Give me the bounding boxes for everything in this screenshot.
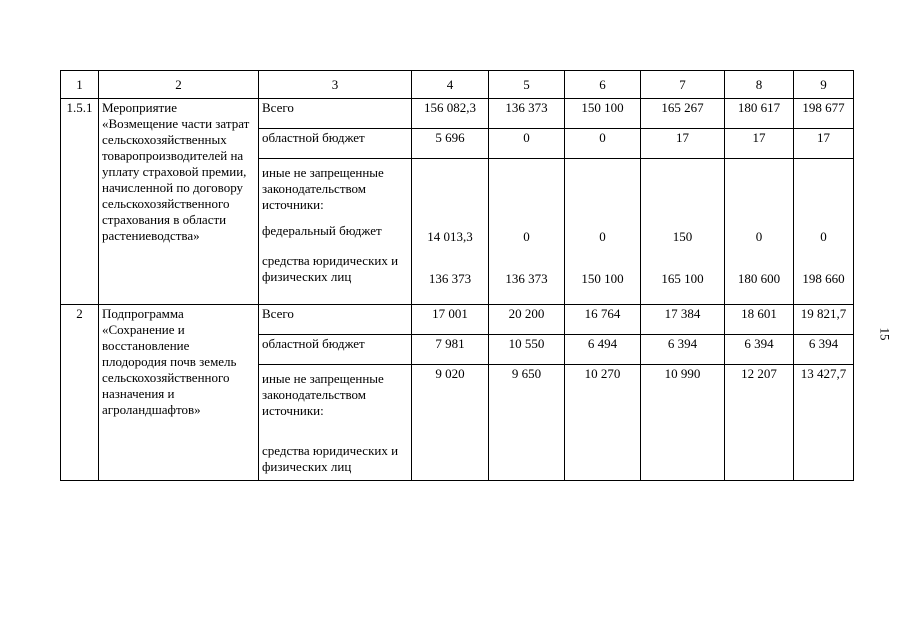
value-cell: 10 270 [565,365,641,481]
value-cell: 6 394 [641,335,725,365]
row-label: Всего [259,305,412,335]
header-cell: 9 [794,71,854,99]
value-cell [641,159,725,305]
value-cell [565,159,641,305]
table-header-row [61,71,854,99]
table-row [61,99,854,129]
header-cell: 4 [412,71,489,99]
row-label-group [259,159,412,305]
header-cell: 6 [565,71,641,99]
header-cell: 7 [641,71,725,99]
value-cell: 0 [755,229,763,244]
value-cell: 9 020 [412,365,489,481]
header-cell: 2 [99,71,259,99]
row-label: Всего [259,99,412,129]
value-cell: 13 427,7 [794,365,854,481]
value-cell: 18 601 [725,305,794,335]
value-cell: 180 600 [737,271,781,286]
table-row [61,305,854,335]
value-cell: 6 394 [794,335,854,365]
page-number: 15 [877,327,893,341]
value-cell: 17 [641,129,725,159]
value-cell: 9 650 [489,365,565,481]
header-cell: 5 [489,71,565,99]
value-cell: 165 100 [661,271,704,286]
value-cell: 17 384 [641,305,725,335]
value-cell [725,159,794,305]
row-index: 1.5.1 [61,99,99,305]
value-cell: 198 660 [802,271,845,286]
value-cell: 14 013,3 [427,229,473,244]
value-cell: 136 373 [505,271,548,286]
value-cell: 17 [725,129,794,159]
row-label: областной бюджет [259,129,412,159]
budget-table [60,70,854,481]
value-cell: 17 [794,129,854,159]
value-cell: 180 617 [725,99,794,129]
header-cell: 3 [259,71,412,99]
row-label: иные не запрещенные законодательством источники: [262,371,384,418]
value-cell: 17 001 [412,305,489,335]
value-cell: 10 550 [489,335,565,365]
value-cell: 156 082,3 [412,99,489,129]
value-cell [412,159,489,305]
value-cell: 12 207 [725,365,794,481]
value-cell: 165 267 [641,99,725,129]
value-cell: 16 764 [565,305,641,335]
row-label: иные не запрещенные законодательством источники: [262,165,384,212]
value-cell: 19 821,7 [794,305,854,335]
value-cell: 0 [489,129,565,159]
value-cell: 7 981 [412,335,489,365]
header-cell: 8 [725,71,794,99]
value-cell: 10 990 [641,365,725,481]
value-cell: 20 200 [489,305,565,335]
value-cell [489,159,565,305]
header-cell: 1 [61,71,99,99]
row-label: федеральный бюджет [262,223,382,238]
row-index: 2 [61,305,99,481]
value-cell: 0 [599,229,606,244]
value-cell: 150 100 [565,99,641,129]
value-cell: 6 394 [725,335,794,365]
row-label-group [259,365,412,481]
section-title: Мероприятие «Возмещение части затрат сельскохозяйственных товаропроизводителей на уплату страховой премии, начисленной по договору сельскохозяйственного страхования в области растениеводства» [99,99,259,305]
value-cell: 6 494 [565,335,641,365]
value-cell: 136 373 [489,99,565,129]
value-cell: 0 [820,229,827,244]
value-cell: 198 677 [794,99,854,129]
row-label: средства юридических и физических лиц [262,253,399,284]
value-cell: 136 373 [428,271,472,286]
row-label: областной бюджет [259,335,412,365]
value-cell [794,159,854,305]
value-cell: 5 696 [412,129,489,159]
section-title: Подпрограмма «Сохранение и восстановление плодородия почв земель сельскохозяйственного назначения и агроландшафтов» [99,305,259,481]
value-cell: 150 100 [581,271,624,286]
value-cell: 150 [672,229,693,244]
value-cell: 0 [565,129,641,159]
row-label: средства юридических и физических лиц [262,443,399,474]
value-cell: 0 [523,229,530,244]
